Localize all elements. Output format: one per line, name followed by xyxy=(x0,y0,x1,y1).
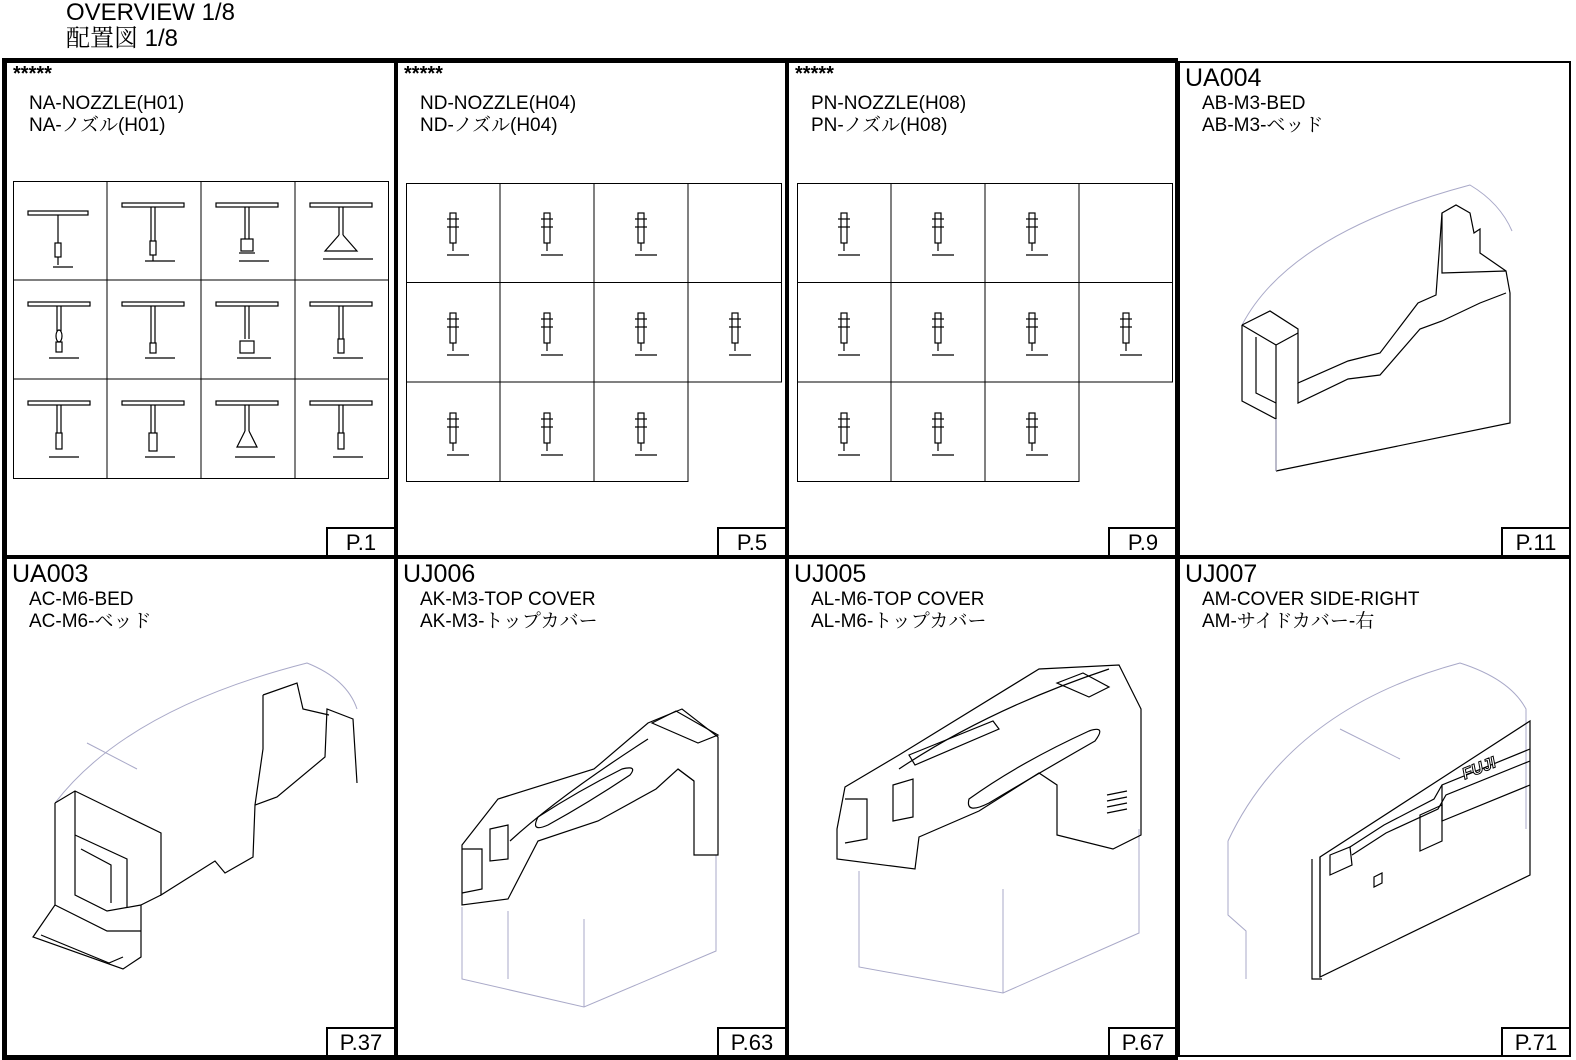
nozzle-table xyxy=(13,181,389,479)
page-ref[interactable]: P.5 xyxy=(717,527,785,555)
panel-name-en: NA-NOZZLE(H01) xyxy=(29,93,185,114)
top-cover-m6-drawing xyxy=(789,559,1178,1057)
panel-name-ja: ND-ノズル(H04) xyxy=(420,115,558,136)
page-ref[interactable]: P.37 xyxy=(326,1027,394,1055)
bed-m3-drawing xyxy=(1180,63,1571,557)
panel-name-ja: AB-M3-ベッド xyxy=(1202,115,1324,136)
panel-name-en: PN-NOZZLE(H08) xyxy=(811,93,967,114)
nozzle-table-drawing xyxy=(406,183,782,483)
fuji-logo-icon: FUJI xyxy=(1459,754,1499,784)
nozzle-table xyxy=(406,183,782,483)
page-ref[interactable]: P.9 xyxy=(1108,527,1176,555)
panel-name-ja: PN-ノズル(H08) xyxy=(811,115,948,136)
top-cover-m3-drawing xyxy=(398,559,787,1057)
panel-ua003[interactable] xyxy=(5,557,396,1057)
overview-grid xyxy=(2,58,1558,1060)
panel-pn-nozzle[interactable] xyxy=(787,61,1178,557)
panel-name-ja: AM-サイドカバー-右 xyxy=(1202,611,1375,632)
panel-code: ***** xyxy=(795,63,834,85)
panel-code: UA004 xyxy=(1185,64,1262,92)
panel-name-ja: AC-M6-ベッド xyxy=(29,611,152,632)
panel-code: UJ005 xyxy=(794,560,867,588)
panel-code: UJ007 xyxy=(1185,560,1258,588)
overview-title-en: OVERVIEW 1/8 xyxy=(66,0,235,26)
page-ref[interactable]: P.71 xyxy=(1501,1027,1569,1055)
panel-uj007[interactable] xyxy=(1178,557,1571,1057)
panel-name-en: AM-COVER SIDE-RIGHT xyxy=(1202,589,1420,610)
panel-code: ***** xyxy=(404,63,443,85)
panel-uj006[interactable] xyxy=(396,557,787,1057)
panel-name-en: AK-M3-TOP COVER xyxy=(420,589,596,610)
nozzle-table-drawing xyxy=(797,183,1173,483)
page-ref[interactable]: P.1 xyxy=(326,527,394,555)
panel-na-nozzle[interactable] xyxy=(5,61,396,557)
panel-name-en: AC-M6-BED xyxy=(29,589,134,610)
panel-name-en: AL-M6-TOP COVER xyxy=(811,589,985,610)
panel-code: UJ006 xyxy=(403,560,476,588)
panel-name-ja: AK-M3-トップカバー xyxy=(420,611,598,632)
panel-name-ja: NA-ノズル(H01) xyxy=(29,115,166,136)
page-ref[interactable]: P.63 xyxy=(717,1027,785,1055)
side-cover-drawing xyxy=(1180,559,1571,1057)
bed-m6-drawing xyxy=(7,559,396,1057)
page-ref[interactable]: P.11 xyxy=(1501,527,1569,555)
panel-name-en: ND-NOZZLE(H04) xyxy=(420,93,577,114)
nozzle-table xyxy=(797,183,1173,483)
panel-name-en: AB-M3-BED xyxy=(1202,93,1306,114)
panel-name-ja: AL-M6-トップカバー xyxy=(811,611,987,632)
panel-ua004[interactable] xyxy=(1178,61,1571,557)
page-ref[interactable]: P.67 xyxy=(1108,1027,1176,1055)
nozzle-table-drawing xyxy=(13,181,389,479)
panel-nd-nozzle[interactable] xyxy=(396,61,787,557)
panel-uj005[interactable] xyxy=(787,557,1178,1057)
overview-title-ja: 配置図 1/8 xyxy=(66,25,179,52)
panel-code: UA003 xyxy=(12,560,89,588)
panel-code: ***** xyxy=(13,63,52,85)
